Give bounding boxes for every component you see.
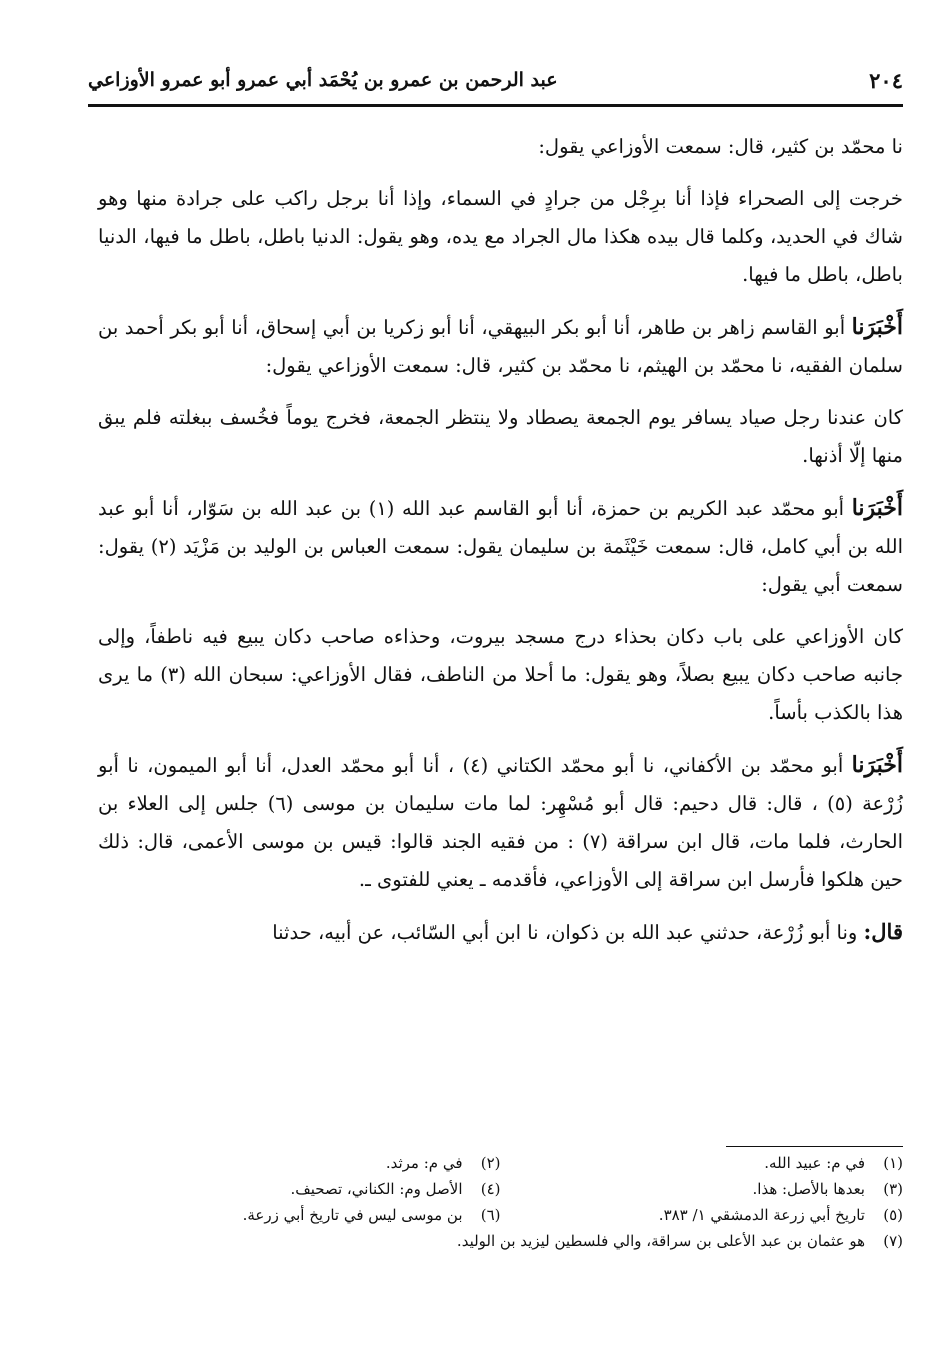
footnote-rule — [726, 1146, 903, 1147]
footnote — [98, 1150, 501, 1176]
footnote-number: (٤) — [480, 1180, 501, 1198]
footnote-row — [98, 1176, 903, 1202]
footnotes — [98, 1150, 903, 1254]
paragraph-5-text: أبو محمّد عبد الكريم بن حمزة، أنا أبو القاسم عبد الله (١) بن عبد الله بن سَوّار، أنا أبو عبد الله بن أبي كامل، قال: سمعت خَيْثَمة بن سليمان يقول: سمعت العباس بن الوليد بن مَزْيَد (٢) يقول: سمعت أبي يقول: — [98, 497, 903, 596]
footnote — [501, 1202, 904, 1228]
qala-keyword: قال: — [863, 919, 903, 944]
footnote-text: الأصل وم: الكناني، تصحيف. — [290, 1180, 463, 1198]
footnote-number: (٢) — [480, 1154, 501, 1172]
footnote-number: (١) — [883, 1154, 903, 1172]
main-text — [98, 128, 903, 952]
footnote — [98, 1202, 501, 1228]
paragraph-6: كان الأوزاعي على باب دكان بحذاء درج مسجد بيروت، وحذاءه صاحب دكان يبيع فيه ناطفاً، وإلى جانبه صاحب دكان يبيع بصلاً، وهو يقول: ما أحلا من الناطف، فقال الأوزاعي: سبحان الله (٣) ما يرى هذا بالكذب بأساً. — [98, 625, 903, 724]
footnote-row — [98, 1150, 903, 1176]
paragraph-2: خرجت إلى الصحراء فإذا أنا برِجْل من جرادٍ في السماء، وإذا أنا برجل راكب على جرادة منها وهو شاك في الحديد، وكلما قال بيده هكذا مال الجراد مع يده، وهو يقول: الدنيا باطل، باطل ما فيها، الدنيا باطل، باطل ما فيها. — [98, 187, 903, 286]
akhbarana-keyword: أَخْبَرَنا — [851, 752, 903, 778]
paragraph-8 — [98, 913, 903, 952]
footnote-row — [98, 1228, 903, 1254]
paragraph-3-text: أبو القاسم زاهر بن طاهر، أنا أبو بكر البيهقي، أنا أبو زكريا بن أبي إسحاق، أنا أبو بكر أحمد بن سلمان الفقيه، نا محمّد بن الهيثم، نا محمّد بن كثير، قال: سمعت الأوزاعي يقول: — [98, 316, 903, 377]
paragraph-1: نا محمّد بن كثير، قال: سمعت الأوزاعي يقول: — [538, 135, 903, 158]
footnote — [98, 1176, 501, 1202]
footnote — [501, 1176, 904, 1202]
paragraph-3 — [98, 308, 903, 385]
paragraph-7 — [98, 746, 903, 899]
paragraph-4: كان عندنا رجل صياد يسافر يوم الجمعة يصطاد ولا ينتظر الجمعة، فخرج يوماً فخُسف ببغلته فلم يبق منها إلّا أذنها. — [98, 406, 903, 467]
page-number: ٢٠٤ — [869, 67, 903, 93]
footnote-text: في م: مرثد. — [385, 1154, 463, 1172]
page-header — [88, 60, 903, 100]
footnote-number: (٦) — [480, 1206, 501, 1224]
footnote-number: (٥) — [883, 1206, 903, 1224]
paragraph-7-text: أبو محمّد بن الأكفاني، نا أبو محمّد الكتاني (٤) ، أنا أبو محمّد العدل، أنا أبو الميمون، نا أبو زُرْعة (٥) ، قال: قال دحيم: قال أبو مُسْهِر: لما مات سليمان بن موسى (٦) جلس إلى العلاء بن الحارث، فلما مات، قال ابن سراقة (٧) : من فقيه الجند قالوا: قيس بن موسى الأعمى، قال: ذلك حين هلكوا فأرسل ابن سراقة إلى الأوزاعي، فأقدمه ـ يعني للفتوى ـ. — [98, 754, 903, 891]
running-title: عبد الرحمن بن عمرو بن يُحْمَد أبي عمرو أبو عمرو الأوزاعي — [88, 69, 558, 91]
footnote-text: تاريخ أبي زرعة الدمشقي ١/ ٣٨٣. — [658, 1206, 865, 1224]
footnote-row — [98, 1202, 903, 1228]
footnote-text: هو عثمان بن عبد الأعلى بن سراقة، والي فلسطين ليزيد بن الوليد. — [456, 1232, 865, 1250]
footnote-text: بن موسى ليس في تاريخ أبي زرعة. — [242, 1206, 463, 1224]
footnote-number: (٧) — [883, 1232, 903, 1250]
footnote-number: (٣) — [883, 1180, 903, 1198]
paragraph-5 — [98, 489, 903, 604]
footnote — [501, 1150, 904, 1176]
akhbarana-keyword: أَخْبَرَنا — [851, 314, 903, 340]
footnote — [98, 1228, 903, 1254]
header-rule — [88, 104, 903, 107]
footnote-text: بعدها بالأصل: هذا. — [752, 1180, 865, 1198]
footnote-text: في م: عبيد الله. — [764, 1154, 865, 1172]
paragraph-8-text: ونا أبو زُرْعة، حدثني عبد الله بن ذكوان، نا ابن أبي السّائب، عن أبيه، حدثنا — [272, 921, 864, 944]
akhbarana-keyword: أَخْبَرَنا — [851, 495, 904, 521]
